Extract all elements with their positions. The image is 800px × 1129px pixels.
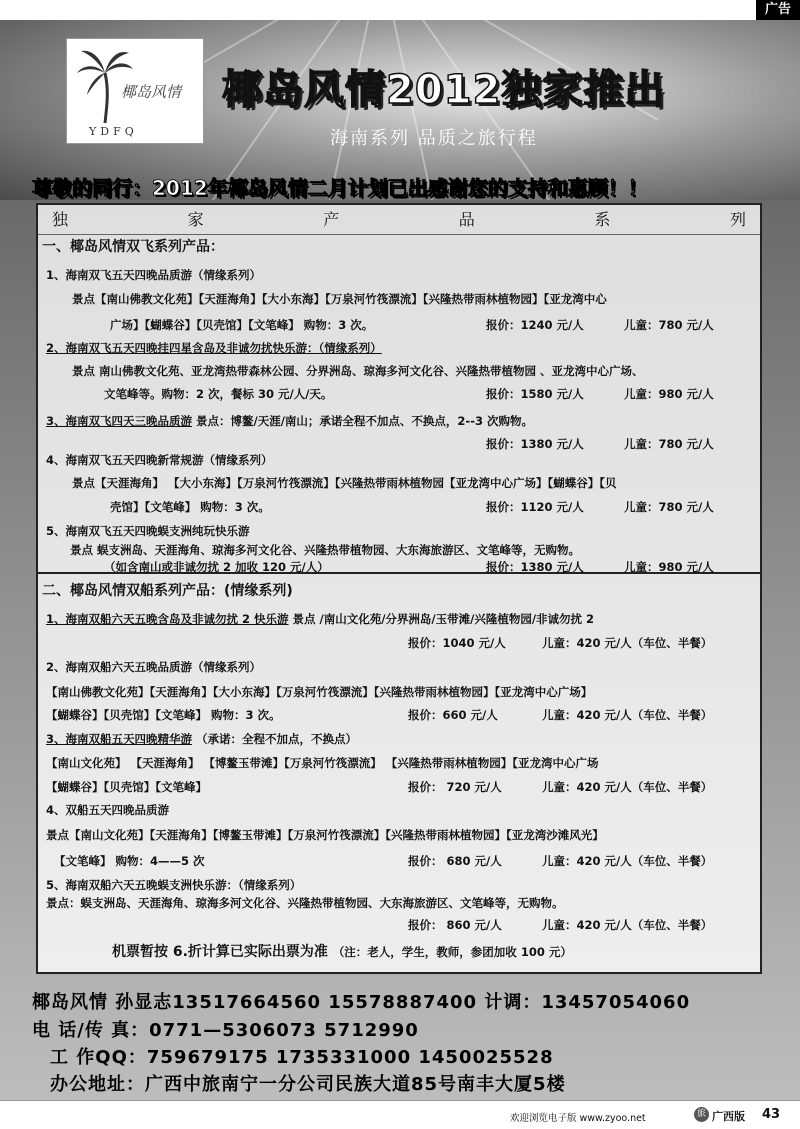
child-price: 儿童：980 元/人 [624, 387, 714, 401]
product-price: 报价：1040 元/人 [408, 636, 506, 650]
product-title: 1、海南双飞五天四晚品质游（情缘系列） [46, 268, 261, 282]
product-attractions: 【蝴蝶谷】【贝壳馆】【文笔峰】 [46, 780, 207, 794]
child-price: 儿童：420 元/人（车位、半餐） [542, 854, 713, 868]
product-title: 5、海南双船六天五晚蜈支洲快乐游：（情缘系列） [46, 878, 302, 892]
product-price: 报价：1380 元/人 [486, 437, 584, 451]
product-attractions: 景点【南山文化苑】【天涯海角】【博鳌玉带滩】【万泉河竹筏漂流】【兴隆热带雨林植物园】【亚龙湾沙滩风光】 [46, 828, 604, 842]
section-title-flight: 一、椰岛风情双飞系列产品： [42, 239, 224, 255]
header-char: 家 [187, 210, 204, 229]
contact-phone: 椰岛风情 孙显志13517664560 15578887400 计调：13457054060 [32, 992, 691, 1013]
greeting-banner: 尊敬的同行：2012年椰岛风情二月计划已出感谢您的支持和惠顾！！ [32, 176, 648, 200]
section-title-ship: 二、椰岛风情双船系列产品：(情缘系列) [42, 583, 293, 599]
product-title [46, 414, 533, 428]
main-title: 椰岛风情2012独家推出 [222, 67, 666, 113]
subtitle: 海南系列 品质之旅行程 [330, 128, 538, 149]
product-attractions: 景点 /南山文化苑/分界洲岛/玉带滩/兴隆植物园/非诚勿扰 2 [288, 612, 595, 626]
page-number: 43 [762, 1107, 781, 1122]
product-price: 报价：1120 元/人 [486, 500, 584, 514]
ad-tag: 广告 [756, 0, 800, 20]
contact-fax: 电 话/传 真：0771—5306073 5712990 [32, 1020, 419, 1041]
product-attractions: 景点【天涯海角】 【大小东海】【万泉河竹筏漂流】【兴隆热带雨林植物园【亚龙湾中心广场】【蝴蝶谷】【贝 [72, 476, 617, 490]
product-price: 报价： 720 元/人 [408, 780, 502, 794]
product-title: 5、海南双飞五天四晚蜈支洲纯玩快乐游 [46, 524, 250, 538]
product-note: （承诺：全程不加点，不换点） [192, 732, 358, 746]
logo-letters: YDFQ [89, 125, 138, 138]
product-name: 3、海南双船五天四晚精华游 [46, 732, 193, 746]
child-price: 儿童：780 元/人 [624, 500, 714, 514]
product-series-header [38, 205, 760, 235]
child-price: 儿童：780 元/人 [624, 318, 714, 332]
child-price: 儿童：420 元/人（车位、半餐） [542, 708, 713, 722]
child-price: 儿童：420 元/人（车位、半餐） [542, 636, 713, 650]
logo-text: 椰岛风情 [121, 83, 182, 101]
ticket-notice [112, 941, 572, 961]
product-price: 报价：1580 元/人 [486, 387, 584, 401]
header-char: 列 [729, 210, 746, 229]
header-char: 系 [594, 210, 611, 229]
contact-address: 办公地址：广西中旅南宁一分公司民族大道85号南丰大厦5楼 [50, 1074, 566, 1095]
product-name: 1、海南双船六天五晚含岛及非诚勿扰 2 快乐游 [46, 612, 289, 626]
product-title: 4、双船五天四晚品质游 [46, 803, 170, 817]
product-attractions: 广场】【蝴蝶谷】【贝壳馆】【文笔峰】 购物：3 次。 [110, 318, 374, 332]
header-char: 独 [52, 210, 69, 229]
product-title: 2、海南双飞五天四晚挂四星含岛及非诚勿扰快乐游：（情缘系列） [46, 341, 382, 355]
child-price: 儿童：420 元/人（车位、半餐） [542, 918, 713, 932]
company-logo [66, 38, 204, 144]
product-price: 报价：1380 元/人 [486, 560, 584, 574]
product-name: 3、海南双飞四天三晚品质游 [46, 414, 193, 428]
footer-website: 欢迎浏览电子版 www.zyoo.net [510, 1113, 646, 1124]
child-price: 儿童：780 元/人 [624, 437, 714, 451]
footer-edition: 广西版 [712, 1110, 745, 1123]
header-char: 品 [458, 210, 475, 229]
product-attractions: 壳馆】【文笔峰】 购物：3 次。 [110, 500, 270, 514]
child-price: 儿童：980 元/人 [624, 560, 714, 574]
product-price: 报价： 860 元/人 [408, 918, 502, 932]
product-attractions: 【文笔峰】 购物：4——5 次 [54, 854, 205, 868]
product-title [46, 612, 594, 626]
product-price: 报价：1240 元/人 [486, 318, 584, 332]
page-footer [0, 1100, 800, 1129]
product-attractions: 景点 蜈支洲岛、天涯海角、琼海多河文化谷、兴隆热带植物园、大东海旅游区、文笔峰等，无购物。 [70, 543, 580, 557]
product-attractions: 【南山文化苑】 【天涯海角】 【博鳌玉带滩】【万泉河竹筏漂流】 【兴隆热带雨林植物园】【亚龙湾中心广场 [46, 756, 599, 770]
product-attractions: 景点：博鳌/天涯/南山；承诺全程不加点、不换点，2--3 次购物。 [192, 414, 533, 428]
product-attractions: 景点【南山佛教文化苑】【天涯海角】【大小东海】【万泉河竹筏漂流】【兴隆热带雨林植物园】【亚龙湾中心 [72, 292, 607, 306]
child-price: 儿童：420 元/人（车位、半餐） [542, 780, 713, 794]
magazine-logo-icon: 旅 [694, 1107, 709, 1122]
product-attractions: 景点：蜈支洲岛、天涯海角、琼海多河文化谷、兴隆热带植物园、大东海旅游区、文笔峰等，无购物。 [46, 896, 564, 910]
product-title: 2、海南双船六天五晚品质游（情缘系列） [46, 660, 261, 674]
product-title: 4、海南双飞五天四晚新常规游（情缘系列） [46, 453, 273, 467]
product-title [46, 732, 357, 746]
contact-qq: 工 作QQ：759679175 1735331000 1450025528 [50, 1047, 554, 1068]
product-attractions: 【蝴蝶谷】【贝壳馆】【文笔峰】 购物：3 次。 [46, 708, 281, 722]
product-note: （如含南山或非诚勿扰 2 加收 120 元/人） [104, 560, 329, 574]
header-char: 产 [323, 210, 340, 229]
product-price: 报价：660 元/人 [408, 708, 498, 722]
ticket-notice-note: （注：老人，学生，教师，参团加收 100 元） [332, 945, 572, 959]
ticket-notice-main: 机票暂按 6.折计算已实际出票为准 [112, 944, 328, 960]
product-attractions: 文笔峰等。购物：2 次，餐标 30 元/人/天。 [104, 387, 333, 401]
product-price: 报价： 680 元/人 [408, 854, 502, 868]
product-attractions: 景点 南山佛教文化苑、亚龙湾热带森林公园、分界洲岛、琼海多河文化谷、兴隆热带植物园 、亚龙湾中心广场、 [72, 364, 644, 378]
product-attractions: 【南山佛教文化苑】【天涯海角】【大小东海】【万泉河竹筏漂流】【兴隆热带雨林植物园】【亚龙湾中心广场】 [46, 685, 593, 699]
